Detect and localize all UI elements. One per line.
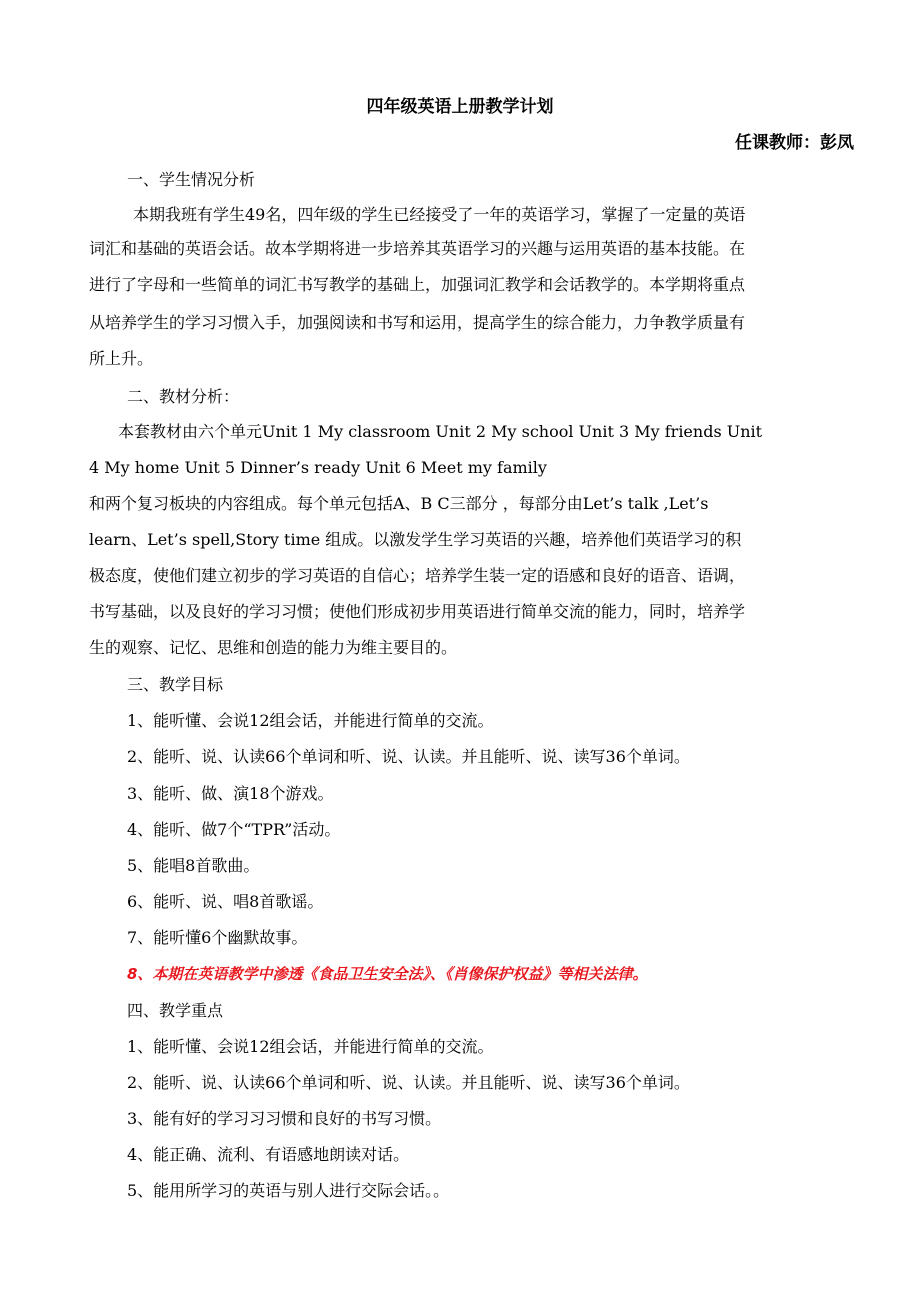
- list-item: 1、能听懂、会说12组会话，并能进行简单的交流。: [127, 711, 494, 730]
- paragraph-line: 进行了字母和一些简单的词汇书写教学的基础上，加强词汇教学和会话教学的。本学期将重点: [89, 275, 746, 294]
- paragraph-line: 词汇和基础的英语会话。故本学期将进一步培养其英语学习的兴趣与运用英语的基本技能。在: [89, 239, 746, 258]
- section-heading: 一、学生情况分析: [127, 170, 256, 189]
- list-item: 2、能听、说、认读66个单词和听、说、认读。并且能听、说、读写36个单词。: [127, 747, 690, 766]
- paragraph-line: 本套教材由六个单元Unit 1 My classroom Unit 2 My school Unit 3 My friends Unit: [118, 422, 763, 441]
- paragraph-line: 4 My home Unit 5 Dinner’s ready Unit 6 Meet my family: [89, 458, 547, 477]
- paragraph-line: 从培养学生的学习习惯入手，加强阅读和书写和运用，提高学生的综合能力，力争教学质量有: [89, 313, 746, 332]
- list-item: 6、能听、说、唱8首歌谣。: [127, 892, 324, 911]
- section-heading: 二、教材分析：: [127, 387, 240, 406]
- paragraph-line: 本期我班有学生49名，四年级的学生已经接受了一年的英语学习，掌握了一定量的英语: [133, 205, 746, 224]
- list-item: 7、能听懂6个幽默故事。: [127, 928, 308, 947]
- list-item: 4、能正确、流利、有语感地朗读对话。: [127, 1145, 410, 1164]
- paragraph-line: 和两个复习板块的内容组成。每个单元包括A、B C三部分 ，每部分由Let’s talk ,Let’s: [89, 494, 709, 513]
- paragraph-line: 书写基础，以及良好的学习习惯；使他们形成初步用英语进行简单交流的能力，同时，培养学: [89, 602, 746, 621]
- list-item: 3、能听、做、演18个游戏。: [127, 784, 334, 803]
- section-heading: 三、教学目标: [127, 675, 224, 694]
- paragraph-line: 所上升。: [89, 349, 154, 368]
- list-item: 1、能听懂、会说12组会话，并能进行简单的交流。: [127, 1037, 494, 1056]
- list-item: 5、能唱8首歌曲。: [127, 856, 260, 875]
- document-title: 四年级英语上册教学计划: [366, 97, 554, 117]
- paragraph-line: 生的观察、记忆、思维和创造的能力为维主要目的。: [89, 638, 458, 657]
- list-item: 3、能有好的学习习习惯和良好的书写习惯。: [127, 1109, 442, 1128]
- list-item: 4、能听、做7个“TPR”活动。: [127, 820, 341, 839]
- list-item: 2、能听、说、认读66个单词和听、说、认读。并且能听、说、读写36个单词。: [127, 1073, 690, 1092]
- list-item: 5、能用所学习的英语与别人进行交际会话。。: [127, 1181, 450, 1200]
- highlighted-list-item: 8、本期在英语教学中渗透《食品卫生安全法》、《肖像保护权益》等相关法律。: [127, 965, 648, 983]
- paragraph-line: learn、Let’s spell,Story time 组成。以激发学生学习英语的兴趣，培养他们英语学习的积: [89, 530, 742, 549]
- paragraph-line: 极态度，使他们建立初步的学习英语的自信心；培养学生装一定的语感和良好的语音、语调，: [89, 566, 746, 585]
- teacher-name: 任课教师：彭凤: [735, 133, 854, 153]
- section-heading: 四、教学重点: [127, 1001, 224, 1020]
